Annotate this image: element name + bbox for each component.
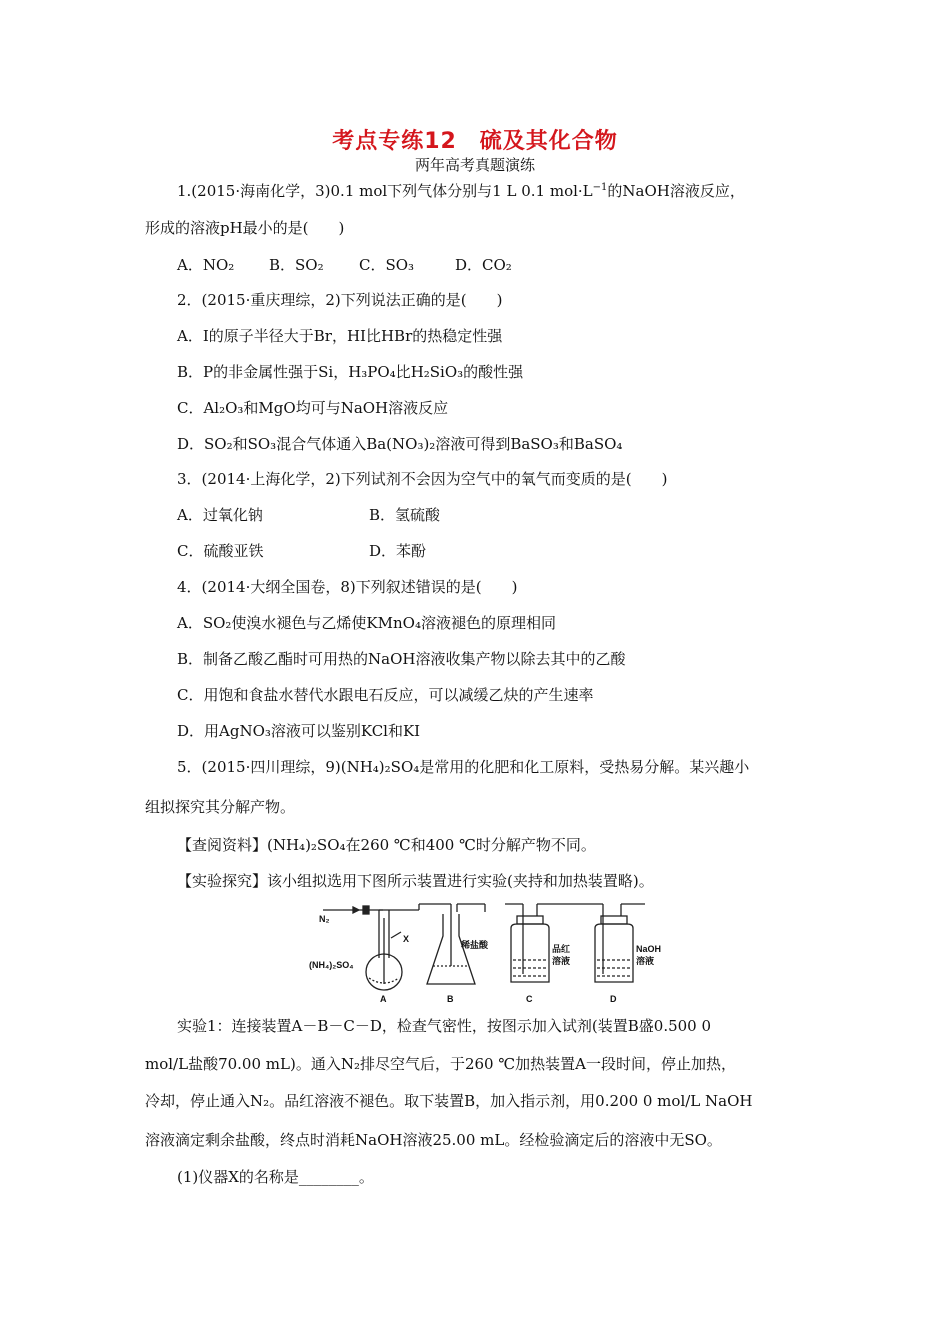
q1-stem-tail: 的NaOH溶液反应， [607,182,745,200]
q1-stem-line2: 形成的溶液pH最小的是( ) [145,219,345,237]
q5-experiment-intro: 【实验探究】该小组拟选用下图所示装置进行实验(夹持和加热装置略)。 [177,872,654,890]
q4-stem: 4．(2014·大纲全国卷，8)下列叙述错误的是( ) [177,578,518,596]
label-c: C [526,994,533,1004]
q1-option-c: C．SO₃ [359,256,415,274]
label-reagent-b: 稀盐酸 [461,940,489,950]
label-reagent-c1: 品红 [552,944,571,954]
q5-exp1-line1: 实验1：连接装置A－B－C－D，检查气密性，按图示加入试剂(装置B盛0.500 0 [177,1017,712,1035]
q1-stem-text: 1.(2015·海南化学，3)0.1 mol下列气体分别与1 L 0.1 mol·L [177,182,593,200]
q5-exp1-line2: mol/L盐酸70.00 mL)。通入N₂排尽空气后，于260 ℃加热装置A一段时间，停止加热， [145,1055,736,1073]
q5-exp1-line3: 冷却，停止通入N₂。品红溶液不褪色。取下装置B，加入指示剂，用0.200 0 mol/L NaOH [145,1092,753,1110]
q5-stem-line2: 组拟探究其分解产物。 [145,798,296,816]
label-b: B [447,994,454,1004]
q1-option-b: B．SO₂ [269,256,324,274]
label-reagent-d1: NaOH [636,944,662,954]
q4-option-b: B．制备乙酸乙酯时可用热的NaOH溶液收集产物以除去其中的乙酸 [177,650,626,668]
bottle-d [595,924,633,982]
q1-option-a: A．NO₂ [177,256,235,274]
q4-option-c: C．用饱和食盐水替代水跟电石反应，可以减缓乙炔的产生速率 [177,686,594,704]
q5-stem-line1: 5．(2015·四川理综，9)(NH₄)₂SO₄是常用的化肥和化工原料，受热易分解。某兴趣小 [177,758,750,776]
label-reagent-c2: 溶液 [552,956,571,966]
bottle-d-cap [601,916,627,924]
page-subtitle: 两年高考真题演练 [414,156,535,174]
q4-option-a: A．SO₂使溴水褪色与乙烯使KMnO₄溶液褪色的原理相同 [177,614,556,632]
stopcock-icon [363,906,369,914]
q2-option-b: B．P的非金属性强于Si，H₃PO₄比H₂SiO₃的酸性强 [177,363,524,381]
q1-options [177,255,512,275]
q5-exp1-line4: 溶液滴定剩余盐酸，终点时消耗NaOH溶液25.00 mL。经检验滴定后的溶液中无SO。 [145,1131,722,1149]
label-a: A [380,994,387,1004]
apparatus-diagram [305,898,675,1006]
bottle-c [511,924,549,982]
label-d: D [610,994,617,1004]
q3-option-c: C．硫酸亚铁 [177,542,264,560]
q2-option-c: C．Al₂O₃和MgO均可与NaOH溶液反应 [177,399,449,417]
q3-option-a: A．过氧化钠 [177,506,263,524]
q1-stem-line1 [177,178,745,201]
label-x: X [403,934,410,944]
q2-option-a: A．I的原子半径大于Br，HI比HBr的热稳定性强 [177,327,503,345]
page-title: 考点专练12 硫及其化合物 [332,129,618,154]
q3-options-row2 [177,541,426,561]
q3-option-d: D．苯酚 [369,542,427,560]
label-reagent-a: (NH₄)₂SO₄ [309,960,354,970]
q5-reference-info: 【查阅资料】(NH₄)₂SO₄在260 ℃和400 ℃时分解产物不同。 [177,836,596,854]
q4-option-d: D．用AgNO₃溶液可以鉴别KCl和KI [177,722,421,740]
q1-option-d: D．CO₂ [455,256,512,274]
q5-subquestion-1: (1)仪器X的名称是________。 [177,1168,374,1186]
label-n2: N₂ [319,914,330,924]
bottle-c-cap [517,916,543,924]
q1-superscript: −1 [592,182,608,193]
q3-option-b: B．氢硫酸 [369,506,441,524]
q3-options-row1 [177,505,440,525]
label-reagent-d2: 溶液 [636,956,655,966]
n2-arrowhead [353,907,359,913]
q3-stem: 3．(2014·上海化学，2)下列试剂不会因为空气中的氧气而变质的是( ) [177,470,668,488]
q2-stem: 2．(2015·重庆理综，2)下列说法正确的是( ) [177,291,503,309]
q2-option-d: D．SO₂和SO₃混合气体通入Ba(NO₃)₂溶液可得到BaSO₃和BaSO₄ [177,435,623,453]
